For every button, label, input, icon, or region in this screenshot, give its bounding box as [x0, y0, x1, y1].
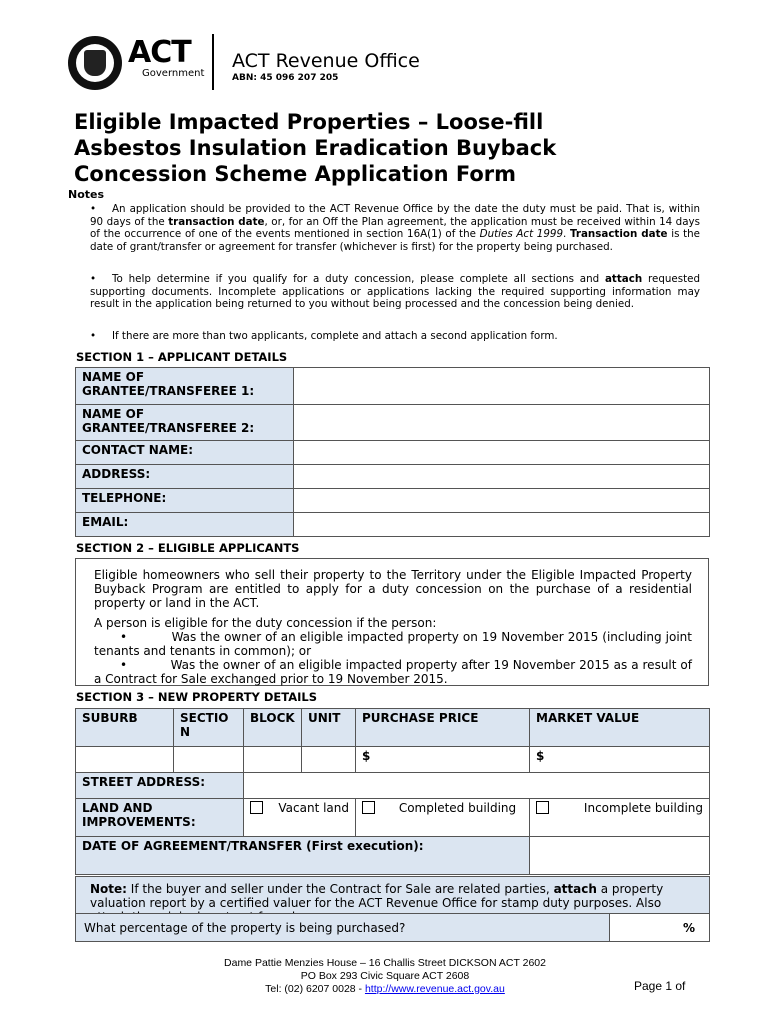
telephone-label: TELEPHONE: — [76, 489, 294, 513]
section-header: SECTION — [174, 709, 244, 747]
block-header: BLOCK — [244, 709, 302, 747]
header-divider — [212, 34, 214, 90]
abn: ABN: 45 096 207 205 — [232, 73, 339, 83]
percentage-question: What percentage of the property is being purchased? — [84, 921, 406, 935]
option-incomplete-building[interactable]: Incomplete building — [530, 799, 710, 837]
footer-address: Dame Pattie Menzies House – 16 Challis Street DICKSON ACT 2602 — [224, 957, 546, 969]
section-3-heading: SECTION 3 – NEW PROPERTY DETAILS — [76, 690, 318, 704]
land-improvements-label: LAND AND IMPROVEMENTS: — [76, 799, 244, 837]
street-address-label: STREET ADDRESS: — [76, 773, 244, 799]
website-link[interactable]: http://www.revenue.act.gov.au — [364, 983, 505, 995]
page-title: Eligible Impacted Properties – Loose-fill Asbestos Insulation Eradication Buyback Concession Scheme Application Form — [74, 110, 557, 186]
eligible-applicants-box — [75, 558, 709, 686]
section-1-heading: SECTION 1 – APPLICANT DETAILS — [76, 350, 288, 364]
percentage-field[interactable] — [610, 914, 709, 941]
unit-field[interactable] — [302, 747, 356, 773]
note-1: • An application should be provided to the ACT Revenue Office by the date the duty must be paid. That is, within 90 days of the transaction date, or, for an Off the Plan agreement, the application must be received within 14 days of the occurrence of one of the events mentioned in section 16A(1) of the Duties Act 1999. Transaction date is the date of grant/transfer or agreement for transfer (whichever is first) for the property being purchased. — [90, 203, 701, 254]
email-field[interactable] — [294, 513, 710, 537]
grantee-2-label: NAME OF GRANTEE/TRANSFEREE 2: — [76, 405, 294, 441]
bullet: • — [90, 273, 97, 285]
logo-text: ACT — [128, 35, 191, 70]
notes-heading: Notes — [68, 188, 105, 201]
coat-of-arms-icon — [84, 50, 106, 76]
bullet: • — [90, 330, 97, 342]
grantee-1-field[interactable] — [294, 368, 710, 405]
purchase-price-field[interactable]: $ — [356, 747, 530, 773]
contact-name-label: CONTACT NAME: — [76, 441, 294, 465]
incomplete-building-checkbox[interactable] — [536, 801, 549, 814]
grantee-1-label: NAME OF GRANTEE/TRANSFEREE 1: — [76, 368, 294, 405]
completed-building-checkbox[interactable] — [362, 801, 375, 814]
market-value-field[interactable]: $ — [530, 747, 710, 773]
page-number: Page 1 of — [634, 979, 686, 993]
option-completed-building[interactable]: Completed building — [356, 799, 530, 837]
eligibility-bullet-1: • Was the owner of an eligible impacted property on 19 November 2015 (including joint tenants and tenants in common); or — [94, 630, 692, 658]
agreement-date-field[interactable] — [530, 837, 710, 875]
office-name: ACT Revenue Office — [232, 50, 420, 72]
related-parties-note: Note: If the buyer and seller under the Contract for Sale are related parties, attach a property valuation report by a certified valuer for the ACT Revenue Office for stamp duty purposes. Also — [75, 876, 710, 913]
suburb-header: SUBURB — [76, 709, 174, 747]
footer-po-box: PO Box 293 Civic Square ACT 2608 — [300, 970, 470, 982]
address-label: ADDRESS: — [76, 465, 294, 489]
street-address-field[interactable] — [244, 773, 710, 799]
logo-subtext: Government — [142, 68, 205, 79]
eligibility-criteria-intro: A person is eligible for the duty concession if the person: — [94, 616, 437, 630]
contact-name-field[interactable] — [294, 441, 710, 465]
unit-header: UNIT — [302, 709, 356, 747]
section-2-heading: SECTION 2 – ELIGIBLE APPLICANTS — [76, 541, 300, 555]
property-details-table — [75, 708, 710, 875]
block-field[interactable] — [244, 747, 302, 773]
agreement-date-label: DATE OF AGREEMENT/TRANSFER (First execution): — [76, 837, 530, 875]
address-field[interactable] — [294, 465, 710, 489]
purchase-price-header: PURCHASE PRICE — [356, 709, 530, 747]
vacant-land-checkbox[interactable] — [250, 801, 263, 814]
section-field[interactable] — [174, 747, 244, 773]
option-vacant-land[interactable]: Vacant land — [244, 799, 356, 837]
percentage-row — [75, 913, 710, 942]
note-2: • To help determine if you qualify for a duty concession, please complete all sections and attach requested supporting documents. Incomplete applications or applications lacking the required supporting information may result in the application being returned to you without being processed and the concession being denied. — [90, 273, 700, 311]
market-value-header: MARKET VALUE — [530, 709, 710, 747]
suburb-field[interactable] — [76, 747, 174, 773]
percent-sign: % — [682, 921, 695, 935]
footer — [150, 957, 620, 996]
bullet: • — [90, 203, 97, 215]
footer-contact: Tel: (02) 6207 0028 - http://www.revenue.act.gov.au — [265, 983, 505, 995]
note-3: • If there are more than two applicants, complete and attach a second application form. — [90, 330, 558, 342]
applicant-details-table — [75, 367, 710, 537]
eligibility-bullet-2: • Was the owner of an eligible impacted property after 19 November 2015 as a result of a Contract for Sale exchanged prior to 19 November 2015. — [94, 658, 692, 686]
grantee-2-field[interactable] — [294, 405, 710, 441]
eligibility-paragraph: Eligible homeowners who sell their property to the Territory under the Eligible Impacted Property Buyback Program are entitled to apply for a duty concession on the purchase of a residential property or land in the ACT. — [94, 568, 692, 610]
telephone-field[interactable] — [294, 489, 710, 513]
email-label: EMAIL: — [76, 513, 294, 537]
